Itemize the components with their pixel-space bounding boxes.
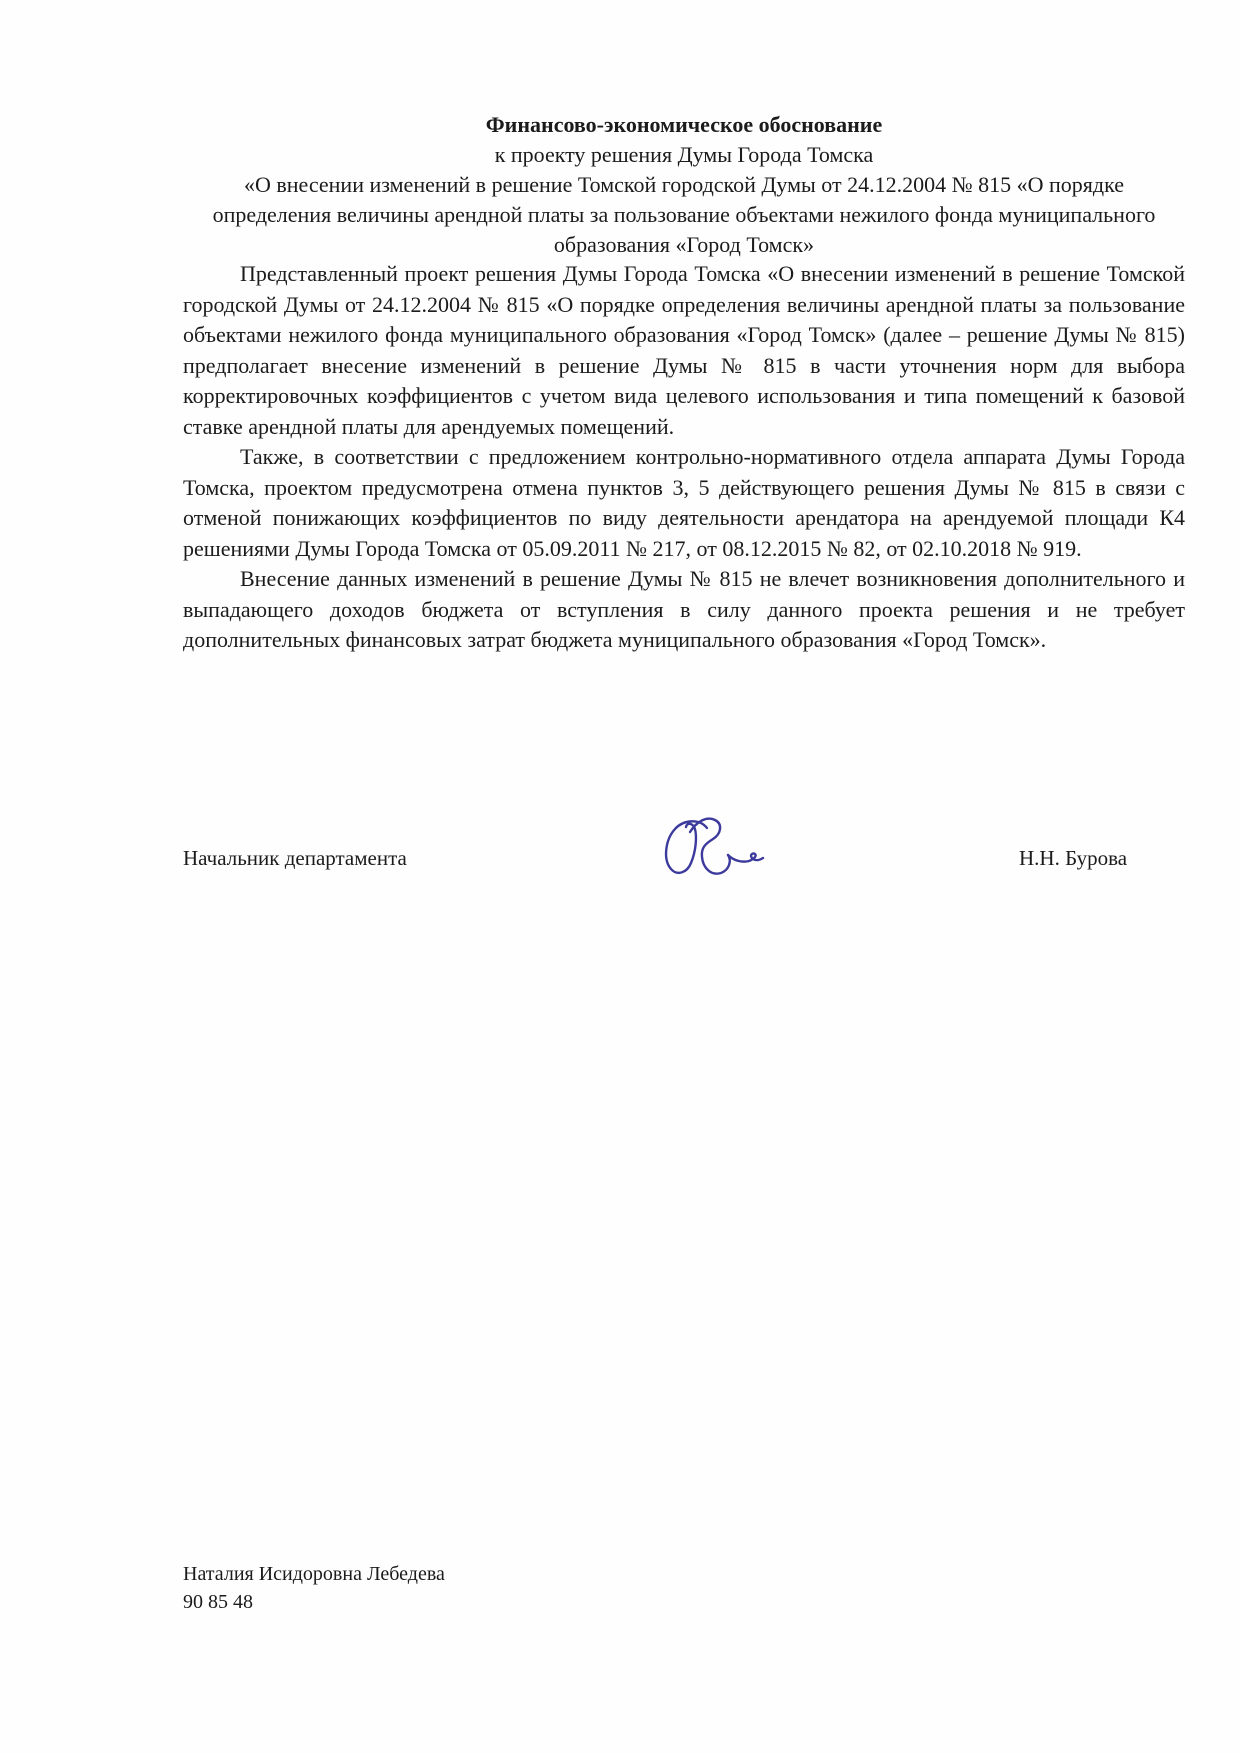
title-subline-project: к проекту решения Думы Города Томска <box>494 142 874 167</box>
document-title: Финансово-экономическое обоснование <box>485 112 883 137</box>
document-body <box>183 259 1185 656</box>
body-paragraph: Также, в соответствии с предложением контрольно-нормативного отдела аппарата Думы Города Томска, проектом предусмотрена отмена пунктов 3, 5 действующего решения Думы № 815 в связи с отменой понижающих коэффициентов по виду деятельности арендатора на арендуемой площади К4 решениями Думы Города Томска от 05.09.2011 № 217, от 08.12.2015 № 82, от 02.10.2018 № 919. <box>183 444 1185 561</box>
signer-position-label: Начальник департамента <box>183 846 407 870</box>
handwritten-signature-icon <box>645 815 770 900</box>
signature-stroke-group <box>666 819 763 874</box>
executor-phone: 90 85 48 <box>183 1591 253 1613</box>
executor-footer <box>183 1560 445 1616</box>
executor-name: Наталия Исидоровна Лебедева <box>183 1563 445 1585</box>
title-subline-decision: «О внесении изменений в решение Томской городской Думы от 24.12.2004 № 815 «О порядке определения величины арендной платы за пользование объектами нежилого фонда муниципального образования «Город Томск» <box>212 172 1156 257</box>
signer-name: Н.Н. Бурова <box>1019 846 1128 870</box>
body-paragraph: Представленный проект решения Думы Города Томска «О внесении изменений в решение Томской городской Думы от 24.12.2004 № 815 «О порядке определения величины арендной платы за пользование объектами нежилого фонда муниципального образования «Город Томск» (далее – решение Думы № 815) предполагает внесение изменений в решение Думы № 815 в части уточнения норм для выбора корректировочных коэффициентов с учетом вида целевого использования и типа помещений к базовой ставке арендной платы для арендуемых помещений. <box>183 261 1185 439</box>
body-paragraph: Внесение данных изменений в решение Думы № 815 не влечет возникновения дополнительного и выпадающего доходов бюджета от вступления в силу данного проекта решения и не требует дополнительных финансовых затрат бюджета муниципального образования «Город Томск». <box>183 566 1185 652</box>
document-title-block <box>183 110 1185 260</box>
